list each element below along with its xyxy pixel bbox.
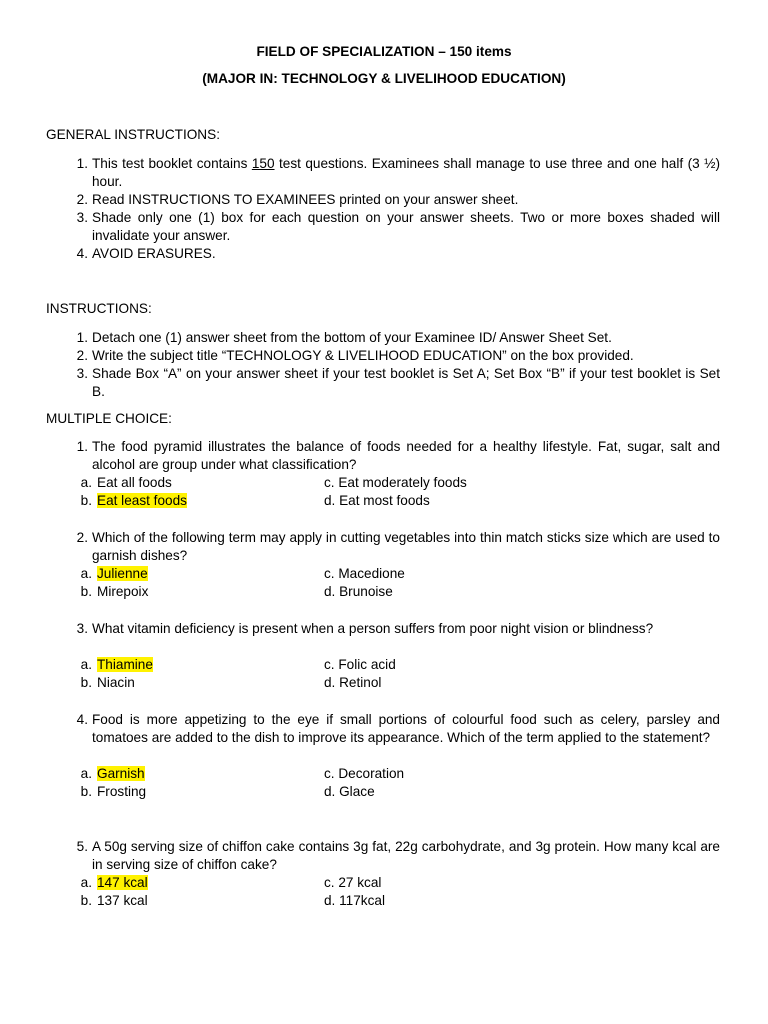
item-text: Detach one (1) answer sheet from the bottom of your Examinee ID/ Answer Sheet Set. xyxy=(92,330,612,345)
item-number: 3. xyxy=(76,210,88,225)
highlighted-answer: Julienne xyxy=(97,566,148,581)
option-b: b. 137 kcal xyxy=(80,893,148,908)
option-a: a. Thiamine xyxy=(80,657,153,672)
instruction-3 xyxy=(70,365,720,401)
document-title: FIELD OF SPECIALIZATION – 150 items xyxy=(256,44,512,59)
item-text: This test booklet contains 150 test questions. Examinees shall manage to use three and one half (3 ½) hour. xyxy=(92,156,720,189)
item-count: 150 xyxy=(251,156,275,171)
item-number: 1. xyxy=(76,156,88,171)
question-text: Food is more appetizing to the eye if small portions of colourful food such as celery, parsley and tomatoes are added to the dish to improve its appearance. Which of the term applied to the statement? xyxy=(92,712,720,745)
item-number: 2. xyxy=(76,192,88,207)
option-d: d. 117kcal xyxy=(324,893,385,908)
option-c: c. 27 kcal xyxy=(324,875,382,890)
option-a: a. 147 kcal xyxy=(80,875,148,890)
question-number: 3. xyxy=(76,621,88,636)
option-c: c. Decoration xyxy=(324,766,405,781)
question-text: The food pyramid illustrates the balance of foods needed for a healthy lifestyle. Fat, sugar, salt and alcohol are group under what classification? xyxy=(92,439,720,472)
option-b: b. Frosting xyxy=(80,784,147,799)
option-b-text: Mirepoix xyxy=(97,584,149,599)
item-number: 3. xyxy=(76,366,88,381)
instruction-2 xyxy=(70,347,720,365)
option-a: a. Garnish xyxy=(80,766,145,781)
item-text: Read INSTRUCTIONS TO EXAMINEES printed on your answer sheet. xyxy=(92,192,519,207)
option-c: c. Macedione xyxy=(324,566,405,581)
question-4 xyxy=(70,711,720,747)
instructions-heading: INSTRUCTIONS: xyxy=(46,301,152,316)
item-text: AVOID ERASURES. xyxy=(92,246,216,261)
general-instruction-4 xyxy=(70,245,720,263)
item-number: 4. xyxy=(76,246,88,261)
highlighted-answer: Garnish xyxy=(97,766,145,781)
instruction-1 xyxy=(70,329,720,347)
question-number: 1. xyxy=(76,439,88,454)
question-number: 4. xyxy=(76,712,88,727)
option-b: b. Niacin xyxy=(80,675,135,690)
item-text: Shade Box “A” on your answer sheet if your test booklet is Set A; Set Box “B” if your test booklet is Set B. xyxy=(92,366,720,399)
question-text: A 50g serving size of chiffon cake contains 3g fat, 22g carbohydrate, and 3g protein. How many kcal are in serving size of chiffon cake? xyxy=(92,839,720,872)
item-text: Write the subject title “TECHNOLOGY & LIVELIHOOD EDUCATION” on the box provided. xyxy=(92,348,634,363)
document-subtitle: (MAJOR IN: TECHNOLOGY & LIVELIHOOD EDUCATION) xyxy=(202,71,566,86)
option-b: b. Mirepoix xyxy=(80,584,149,599)
question-5 xyxy=(70,838,720,874)
question-1 xyxy=(70,438,720,474)
general-instructions-heading: GENERAL INSTRUCTIONS: xyxy=(46,127,220,142)
general-instruction-2 xyxy=(70,191,720,209)
option-d: d. Glace xyxy=(324,784,375,799)
option-a: a. Julienne xyxy=(80,566,148,581)
general-instruction-3 xyxy=(70,209,720,245)
question-3 xyxy=(70,620,720,638)
option-d: d. Retinol xyxy=(324,675,382,690)
option-d: d. Brunoise xyxy=(324,584,393,599)
question-text: Which of the following term may apply in cutting vegetables into thin match sticks size which are used to garnish dishes? xyxy=(92,530,720,563)
item-number: 1. xyxy=(76,330,88,345)
option-a: a. Eat all foods xyxy=(80,475,172,490)
option-d: d. Eat most foods xyxy=(324,493,430,508)
multiple-choice-heading: MULTIPLE CHOICE: xyxy=(46,411,172,426)
option-c: c. Folic acid xyxy=(324,657,396,672)
option-c: c. Eat moderately foods xyxy=(324,475,467,490)
highlighted-answer: Thiamine xyxy=(97,657,153,672)
option-b-text: 137 kcal xyxy=(97,893,148,908)
item-text: Shade only one (1) box for each question on your answer sheets. Two or more boxes shaded will invalidate your answer. xyxy=(92,210,720,243)
item-number: 2. xyxy=(76,348,88,363)
question-number: 5. xyxy=(76,839,88,854)
option-a-text: Eat all foods xyxy=(97,475,172,490)
general-instruction-1 xyxy=(70,155,720,191)
option-b-text: Frosting xyxy=(97,784,147,799)
highlighted-answer: 147 kcal xyxy=(97,875,148,890)
question-number: 2. xyxy=(76,530,88,545)
question-text: What vitamin deficiency is present when a person suffers from poor night vision or blindness? xyxy=(92,621,654,636)
highlighted-answer: Eat least foods xyxy=(97,493,187,508)
option-b: b. Eat least foods xyxy=(80,493,187,508)
question-2 xyxy=(70,529,720,565)
option-b-text: Niacin xyxy=(97,675,135,690)
